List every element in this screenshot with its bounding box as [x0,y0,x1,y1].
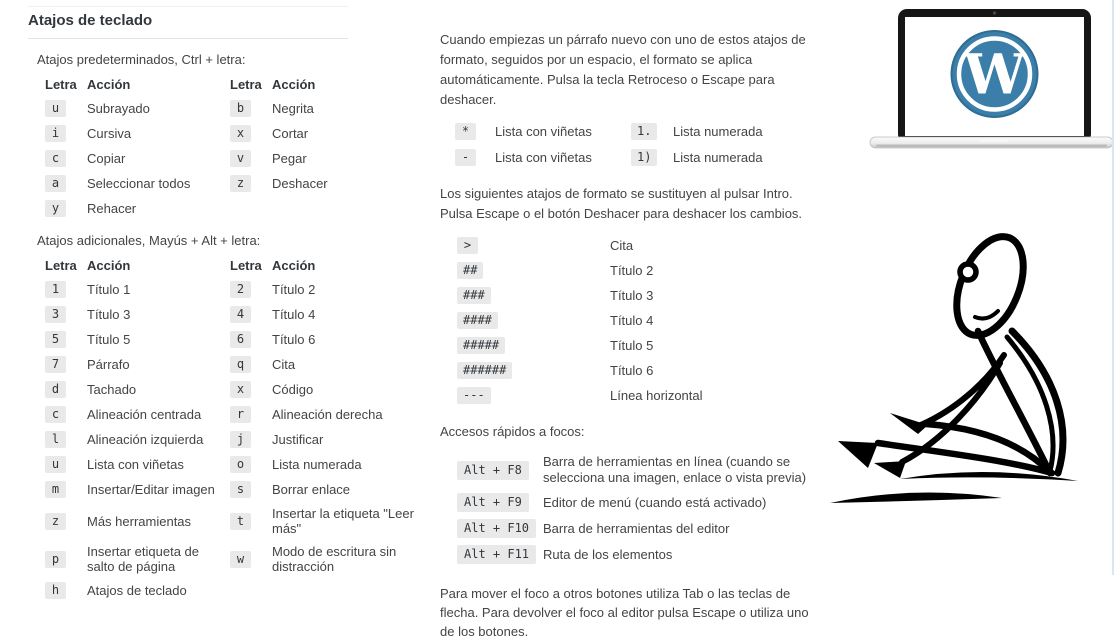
default-shortcuts-heading: Atajos predeterminados, Ctrl + letra: [37,52,246,67]
key-badge: q [230,356,251,373]
key-badge: Alt + F9 [457,493,529,512]
laptop-base-notch [980,138,1009,143]
action-label: Barra de herramientas en línea (cuando se selecciona una imagen, enlace o vista previa) [543,454,807,485]
action-label: Título 2 [272,282,316,297]
action-label: Rehacer [87,201,137,216]
focus-heading: Accesos rápidos a focos: [440,424,585,439]
key-badge: u [45,456,66,473]
ground-shadow [830,493,1002,503]
key-badge: m [45,481,66,498]
action-label: Ruta de los elementos [543,546,673,562]
default-shortcuts-table [45,77,410,217]
key-badge: 2 [230,281,251,298]
laptop-illustration [868,6,1115,159]
action-label: Deshacer [272,176,328,191]
stickman-head [944,227,1037,345]
key-badge: p [45,551,66,568]
key-badge: 6 [230,331,251,348]
additional-shortcuts-heading: Atajos adicionales, Mayús + Alt + letra: [37,233,261,248]
key-badge: z [230,175,251,192]
action-label: Alineación derecha [272,407,383,422]
action-label: Lista con viñetas [495,124,592,139]
key-badge: c [45,150,66,167]
enter-format-intro: Los siguientes atajos de formato se sustituyen al pulsar Intro. Pulsa Escape o el botón Deshacer para deshacer los cambios. [440,186,803,221]
wordpress-logo [951,30,1039,118]
action-label: Cursiva [87,126,132,141]
key-badge: > [457,237,478,254]
key-badge: --- [457,387,491,404]
action-label: Lista numerada [673,124,763,139]
action-label: Pegar [272,151,307,166]
action-label: Título 4 [610,313,654,328]
key-badge: 1. [631,123,657,140]
key-badge: #### [457,312,498,329]
key-badge: o [230,456,251,473]
action-label: Lista con viñetas [495,150,592,165]
action-label: Más herramientas [87,513,192,529]
format-shortcuts-panel [440,30,824,641]
key-badge: l [45,431,66,448]
column-header-letter: Letra [230,77,262,92]
action-label: Título 6 [272,332,316,347]
action-label: Insertar etiqueta de salto de página [87,544,200,574]
key-badge: 7 [45,356,66,373]
enter-format-table [457,237,824,404]
key-badge: z [45,513,66,530]
key-badge: ## [457,262,483,279]
action-label: Copiar [87,151,126,166]
key-badge: s [230,481,251,498]
autoformat-table [455,123,824,166]
key-badge: x [230,381,251,398]
action-label: Título 1 [87,282,131,297]
action-label: Título 3 [87,307,131,322]
action-label: Alineación centrada [87,407,202,422]
key-badge: j [230,431,251,448]
key-badge: y [45,200,66,217]
panel-title-block [28,6,348,39]
action-label: Párrafo [87,357,130,372]
column-header-letter: Letra [45,258,77,273]
action-label: Atajos de teclado [87,583,187,598]
focus-shortcuts-table [457,454,824,564]
key-badge: Alt + F8 [457,461,529,480]
key-badge: c [45,406,66,423]
webcam-dot [993,11,996,14]
key-badge: a [45,175,66,192]
panel-right-edge [1112,0,1114,575]
key-badge: Alt + F11 [457,545,536,564]
stickman-foot [890,413,928,434]
column-header-letter: Letra [45,77,77,92]
key-badge: 1 [45,281,66,298]
action-label: Barra de herramientas del editor [543,520,730,536]
action-label: Título 6 [610,363,654,378]
action-label: Lista numerada [272,457,362,472]
key-badge: i [45,125,66,142]
key-badge: r [230,406,251,423]
key-badge: 5 [45,331,66,348]
action-label: Justificar [272,432,324,447]
action-label: Cortar [272,126,309,141]
action-label: Negrita [272,101,314,116]
action-label: Título 3 [610,288,654,303]
key-badge: Alt + F10 [457,519,536,538]
action-label: Título 2 [610,263,654,278]
key-badge: ###### [457,362,512,379]
key-badge: ##### [457,337,505,354]
action-label: Título 5 [610,338,654,353]
key-badge: w [230,551,251,568]
stickman-illustration [826,205,1116,518]
action-label: Insertar/Editar imagen [87,482,215,497]
key-badge: b [230,100,251,117]
action-label: Lista numerada [673,150,763,165]
key-badge: ### [457,287,491,304]
additional-shortcuts-table [45,258,414,599]
action-label: Lista con viñetas [87,457,184,472]
action-label: Borrar enlace [272,482,351,497]
page-title: Atajos de teclado [28,12,153,29]
action-label: Seleccionar todos [87,176,191,191]
laptop-icon [868,6,1115,156]
key-badge: x [230,125,251,142]
stickman-hand [874,461,906,478]
focus-outro: Para mover el foco a otros botones utiliza Tab o las teclas de flecha. Para devolver el foco al editor pulsa Escape o utiliza uno de los botones. [440,586,809,639]
column-header-letter: Letra [230,258,262,273]
key-badge: d [45,381,66,398]
sitting-stick-figure-icon [826,205,1116,515]
action-label: Línea horizontal [610,388,703,403]
action-label: Insertar la etiqueta "Leer más" [272,506,414,536]
action-label: Cita [272,357,296,372]
laptop-base-shadow [876,145,1107,147]
stickman-eye [960,264,976,280]
key-badge: 1) [631,149,657,166]
action-label: Subrayado [87,101,150,116]
action-label: Modo de escritura sin distracción [272,544,397,574]
column-header-action: Acción [87,77,131,92]
action-label: Título 4 [272,307,316,322]
stickman-torso [978,331,1050,473]
key-badge: 4 [230,306,251,323]
key-badge: h [45,582,66,599]
action-label: Editor de menú (cuando está activado) [543,494,767,510]
key-badge: v [230,150,251,167]
key-badge: 3 [45,306,66,323]
wordpress-w-letter: W [963,41,1026,107]
key-badge: - [455,149,476,166]
action-label: Alineación izquierda [87,432,204,447]
keyboard-shortcuts-panel [28,6,414,599]
action-label: Tachado [87,382,137,397]
action-label: Código [272,382,314,397]
key-badge: * [455,123,476,140]
column-header-action: Acción [272,77,316,92]
column-header-action: Acción [87,258,131,273]
column-header-action: Acción [272,258,316,273]
autoformat-intro: Cuando empiezas un párrafo nuevo con uno de estos atajos de formato, seguidos por un espacio, el formato se aplica automáticamente. Pulsa la tecla Retroceso o Escape para deshacer. [440,32,806,107]
key-badge: u [45,100,66,117]
action-label: Cita [610,238,634,253]
action-label: Título 5 [87,332,131,347]
stickman-foot [838,441,878,468]
key-badge: t [230,513,251,530]
